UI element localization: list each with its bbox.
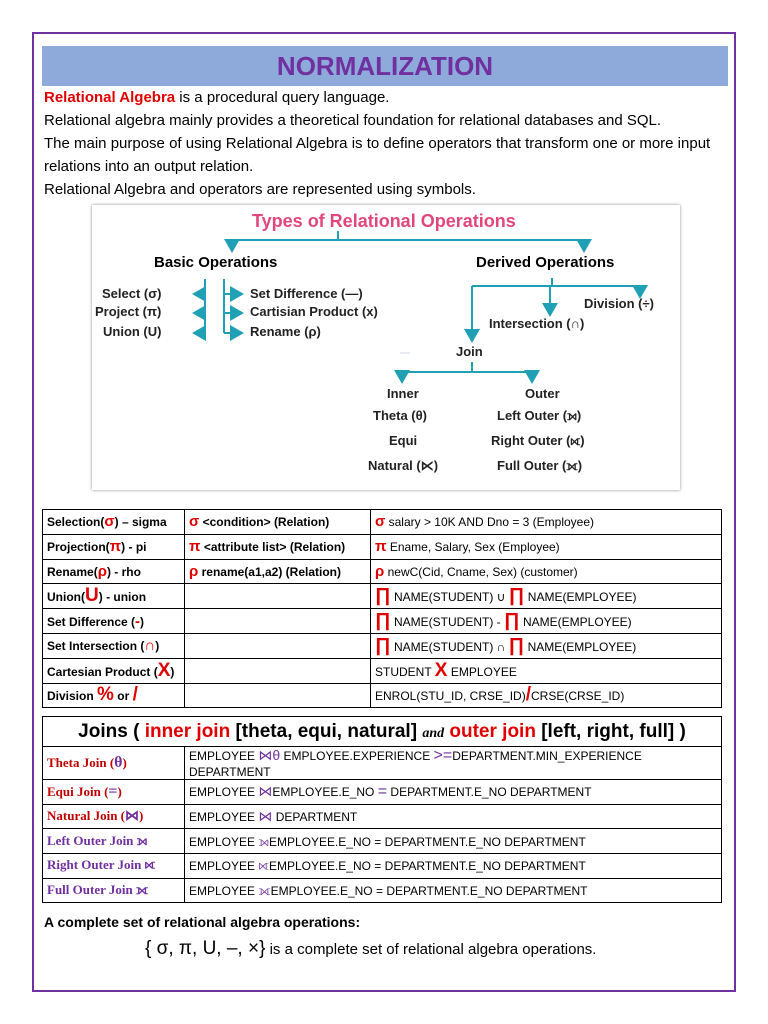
table-row: [43, 510, 722, 535]
op-syntax: [185, 584, 371, 609]
rename-op: Rename (ρ): [250, 324, 321, 339]
diagram-connectors: [92, 205, 680, 490]
basic-operations-label: Basic Operations: [154, 254, 278, 271]
intro-p3: The main purpose of using Relational Algebra is to define operators that transform one or more input relations into an output relation.: [44, 135, 711, 175]
join-name: Equi Join (=): [43, 780, 185, 805]
table-row: [43, 683, 722, 708]
project-op: Project (π): [95, 304, 162, 319]
complete-set-symbols: { σ, π, U, –, ×}: [145, 938, 266, 959]
op-name: Selection(σ) – sigma: [43, 510, 185, 535]
op-syntax: [185, 609, 371, 634]
join-name: Right Outer Join ⟖: [43, 854, 185, 879]
intro-p2: Relational algebra mainly provides a theoretical foundation for relational databases and SQL.: [44, 112, 662, 129]
op-syntax: σ <condition> (Relation): [185, 510, 371, 535]
intro-p4: Relational Algebra and operators are represented using symbols.: [44, 181, 476, 198]
full-outer-join: Full Outer (⟗): [497, 458, 583, 473]
op-name: Union(U) - union: [43, 584, 185, 609]
cartesian-product-op: Cartisian Product (x): [250, 304, 378, 319]
table-row: [43, 633, 722, 658]
op-example: ENROL(STU_ID, CRSE_ID)/CRSE(CRSE_ID): [371, 683, 722, 708]
join-name: Theta Join (θ): [43, 747, 185, 780]
op-name: Cartesian Product (X): [43, 658, 185, 683]
intro-p1-rest: is a procedural query language.: [175, 89, 390, 106]
intro-text: [44, 86, 734, 201]
right-outer-join: Right Outer (⟖): [491, 433, 585, 448]
natural-join: Natural (⋉): [368, 458, 439, 473]
table-row: [43, 609, 722, 634]
joins-heading: Joins ( inner join [theta, equi, natural] and outer join [left, right, full] ): [42, 716, 722, 746]
op-name: Set Intersection (∩): [43, 633, 185, 658]
complete-set-line: [145, 938, 596, 960]
join-example: EMPLOYEE ⟗EMPLOYEE.E_NO = DEPARTMENT.E_NO DEPARTMENT: [185, 878, 722, 903]
op-name: Set Difference (-): [43, 609, 185, 634]
table-row: [43, 747, 722, 780]
table-row: [43, 829, 722, 854]
op-example: ∏ NAME(STUDENT) - ∏ NAME(EMPLOYEE): [371, 609, 722, 634]
diagram-title: Types of Relational Operations: [252, 211, 516, 231]
op-example: π Ename, Salary, Sex (Employee): [371, 534, 722, 559]
table-row: [43, 559, 722, 584]
table-row: [43, 584, 722, 609]
page-title: NORMALIZATION: [42, 46, 728, 86]
join-example: EMPLOYEE ⋈EMPLOYEE.E_NO = DEPARTMENT.E_NO DEPARTMENT: [185, 780, 722, 805]
op-name: Rename(ρ) - rho: [43, 559, 185, 584]
join-example: EMPLOYEE ⟕EMPLOYEE.E_NO = DEPARTMENT.E_NO DEPARTMENT: [185, 829, 722, 854]
union-op: Union (U): [103, 324, 162, 339]
op-example: ∏ NAME(STUDENT) ∩ ∏ NAME(EMPLOYEE): [371, 633, 722, 658]
op-syntax: π <attribute list> (Relation): [185, 534, 371, 559]
equi-join: Equi: [389, 433, 418, 448]
table-row: [43, 878, 722, 903]
outer-label: Outer: [525, 386, 560, 401]
table-row: [43, 658, 722, 683]
op-name: Division % or /: [43, 683, 185, 708]
op-syntax: [185, 658, 371, 683]
intro-p1: [44, 86, 734, 109]
op-syntax: [185, 633, 371, 658]
intersection-op: Intersection (∩): [489, 316, 585, 331]
op-example: ρ newC(Cid, Cname, Sex) (customer): [371, 559, 722, 584]
set-difference-op: Set Difference (—): [250, 286, 363, 301]
operations-table: [42, 509, 722, 708]
inner-label: Inner: [387, 386, 419, 401]
join-name: Natural Join (⋈): [43, 804, 185, 829]
join-label: Join: [456, 344, 483, 359]
theta-join: Theta (θ): [373, 408, 427, 423]
select-op: Select (σ): [102, 286, 162, 301]
joins-table: [42, 746, 722, 903]
table-row: [43, 804, 722, 829]
join-name: Full Outer Join ⟗: [43, 878, 185, 903]
table-row: [43, 854, 722, 879]
op-example: STUDENT X EMPLOYEE: [371, 658, 722, 683]
complete-set-text: is a complete set of relational algebra operations.: [265, 941, 597, 958]
op-example: ∏ NAME(STUDENT) ∪ ∏ NAME(EMPLOYEE): [371, 584, 722, 609]
join-example: EMPLOYEE ⋈θ EMPLOYEE.EXPERIENCE >=DEPARTMENT.MIN_EXPERIENCE DEPARTMENT: [185, 747, 722, 780]
join-example: EMPLOYEE ⋈ DEPARTMENT: [185, 804, 722, 829]
intro-highlight: Relational Algebra: [44, 89, 176, 106]
left-outer-join: Left Outer (⟕): [497, 408, 582, 423]
derived-operations-label: Derived Operations: [476, 254, 615, 271]
table-row: [43, 780, 722, 805]
join-name: Left Outer Join ⟕: [43, 829, 185, 854]
complete-set-heading: A complete set of relational algebra operations:: [44, 914, 361, 930]
table-row: [43, 534, 722, 559]
join-example: EMPLOYEE ⟖EMPLOYEE.E_NO = DEPARTMENT.E_NO DEPARTMENT: [185, 854, 722, 879]
operations-diagram: [92, 205, 680, 490]
op-syntax: [185, 683, 371, 708]
op-example: σ salary > 10K AND Dno = 3 (Employee): [371, 510, 722, 535]
division-op: Division (÷): [584, 296, 654, 311]
op-name: Projection(π) - pi: [43, 534, 185, 559]
op-syntax: ρ rename(a1,a2) (Relation): [185, 559, 371, 584]
